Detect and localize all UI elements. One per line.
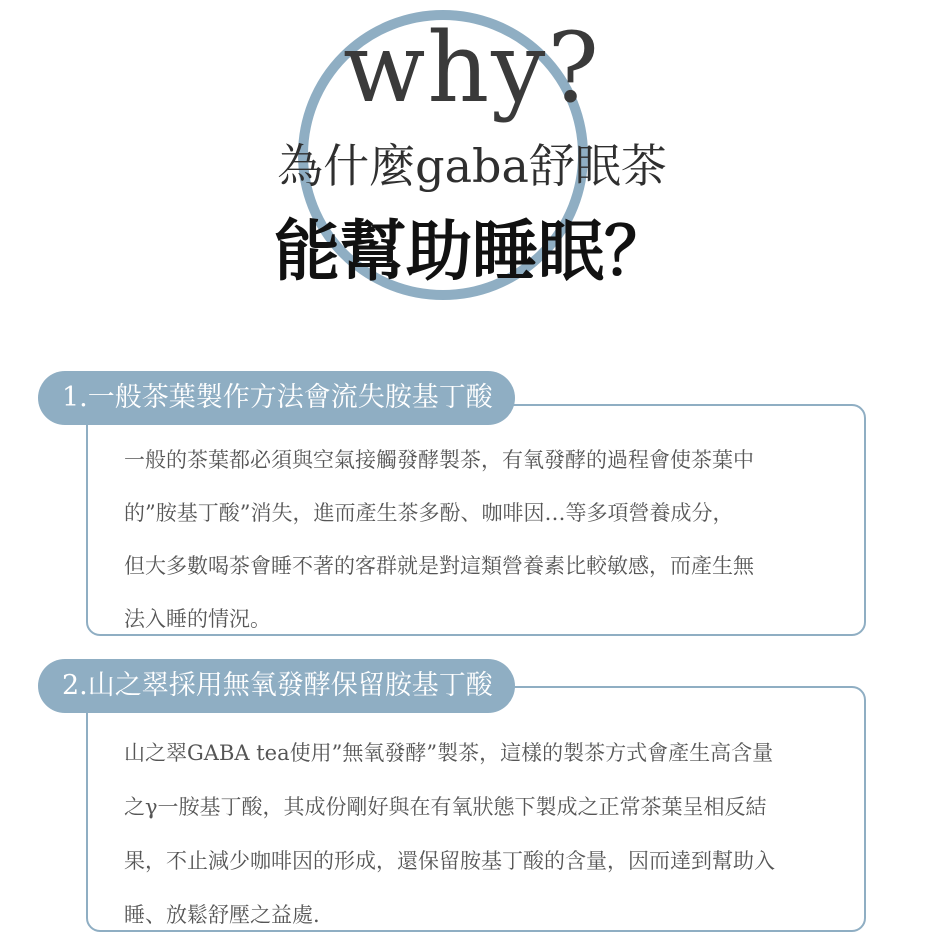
why-heading: why? <box>343 12 601 124</box>
section-1-line: 的”胺基丁酸”消失，進而產生茶多酚、咖啡因…等多項營養成分， <box>124 501 734 525</box>
subtitle: 為什麼gaba舒眠茶 <box>277 139 667 193</box>
headline: 能幫助睡眠？ <box>274 213 670 290</box>
section-2-line: 果，不止減少咖啡因的形成，還保留胺基丁酸的含量，因而達到幫助入 <box>124 849 775 873</box>
section-2-title: 2.山之翠採用無氧發酵保留胺基丁酸 <box>38 659 515 713</box>
section-2-line: 山之翠GABA tea使用”無氧發酵”製茶，這樣的製茶方式會產生高含量 <box>124 741 774 765</box>
section-2-line: 之γ一胺基丁酸，其成份剛好與在有氧狀態下製成之正常茶葉呈相反結 <box>124 795 767 819</box>
section-2-text <box>124 726 844 942</box>
section-1-line: 但大多數喝茶會睡不著的客群就是對這類營養素比較敏感，而產生無 <box>124 554 754 578</box>
section-1-line: 法入睡的情況。 <box>124 607 271 631</box>
section-1-title: 1.一般茶葉製作方法會流失胺基丁酸 <box>38 371 515 425</box>
section-2-line: 睡、放鬆舒壓之益處. <box>124 903 320 927</box>
section-1-text <box>124 434 844 646</box>
section-1-line: 一般的茶葉都必須與空氣接觸發酵製茶，有氧發酵的過程會使茶葉中 <box>124 448 754 472</box>
